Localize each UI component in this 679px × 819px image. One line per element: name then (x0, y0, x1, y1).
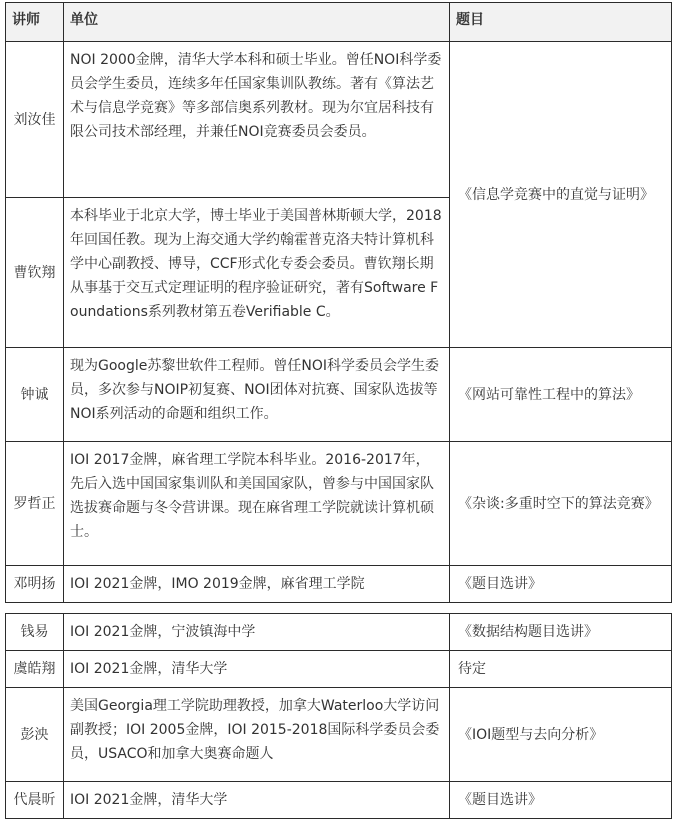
lecturer-name: 钱易 (6, 614, 64, 651)
row-gap (6, 603, 672, 614)
lecturer-topic: 《IOI题型与去向分析》 (450, 688, 672, 782)
lecturer-affiliation: 美国Georgia理工学院助理教授，加拿大Waterloo大学访问副教授；IOI 2005金牌，IOI 2015-2018国际科学委员会委员，USACO和加拿大奥赛命题人 (64, 688, 450, 782)
lecturer-name: 代晨昕 (6, 782, 64, 819)
lecturer-topic: 待定 (450, 651, 672, 688)
table-row (6, 442, 672, 566)
lecturer-name: 虞皓翔 (6, 651, 64, 688)
lecturer-affiliation: IOI 2021金牌，IMO 2019金牌，麻省理工学院 (64, 566, 450, 603)
lecturer-name: 刘汝佳 (6, 42, 64, 198)
lecturer-affiliation: IOI 2021金牌，清华大学 (64, 651, 450, 688)
header-topic: 题目 (450, 3, 672, 42)
lecturer-topic: 《题目选讲》 (450, 566, 672, 603)
table-row (6, 566, 672, 603)
table-row (6, 782, 672, 819)
lecturer-topic: 《信息学竞赛中的直觉与证明》 (450, 42, 672, 348)
table-row (6, 42, 672, 198)
lecturer-affiliation: 现为Google苏黎世软件工程师。曾任NOI科学委员会学生委员，多次参与NOIP初复赛、NOI团体对抗赛、国家队选拔等NOI系列活动的命题和组织工作。 (64, 348, 450, 442)
lecturer-name: 邓明扬 (6, 566, 64, 603)
lecturer-topic: 《题目选讲》 (450, 782, 672, 819)
table-row (6, 348, 672, 442)
lecturer-topic: 《数据结构题目选讲》 (450, 614, 672, 651)
lecturer-table (5, 2, 672, 819)
lecturer-topic: 《杂谈:多重时空下的算法竞赛》 (450, 442, 672, 566)
lecturer-affiliation: 本科毕业于北京大学，博士毕业于美国普林斯顿大学，2018年回国任教。现为上海交通大学约翰霍普克洛夫特计算机科学中心副教授、博导，CCF形式化专委会委员。曹钦翔长期从事基于交互式定理证明的程序验证研究，著有Software Foundations系列教材第五卷Verifiable C。 (64, 198, 450, 348)
lecturer-affiliation: IOI 2021金牌，清华大学 (64, 782, 450, 819)
table-row (6, 688, 672, 782)
table-row (6, 651, 672, 688)
lecturer-name: 钟诚 (6, 348, 64, 442)
table-row (6, 614, 672, 651)
header-row (6, 3, 672, 42)
header-affiliation: 单位 (64, 3, 450, 42)
lecturer-name: 罗哲正 (6, 442, 64, 566)
lecturer-topic: 《网站可靠性工程中的算法》 (450, 348, 672, 442)
lecturer-name: 曹钦翔 (6, 198, 64, 348)
lecturer-affiliation: IOI 2017金牌，麻省理工学院本科毕业。2016-2017年，先后入选中国国家集训队和美国国家队，曾参与中国国家队选拔赛命题与冬令营讲课。现在麻省理工学院就读计算机硕士。 (64, 442, 450, 566)
header-lecturer: 讲师 (6, 3, 64, 42)
lecturer-affiliation: IOI 2021金牌，宁波镇海中学 (64, 614, 450, 651)
lecturer-affiliation: NOI 2000金牌，清华大学本科和硕士毕业。曾任NOI科学委员会学生委员，连续多年任国家集训队教练。著有《算法艺术与信息学竞赛》等多部信奥系列教材。现为尔宜居科技有限公司技术部经理，并兼任NOI竞赛委员会委员。 (64, 42, 450, 198)
lecturer-name: 彭泱 (6, 688, 64, 782)
